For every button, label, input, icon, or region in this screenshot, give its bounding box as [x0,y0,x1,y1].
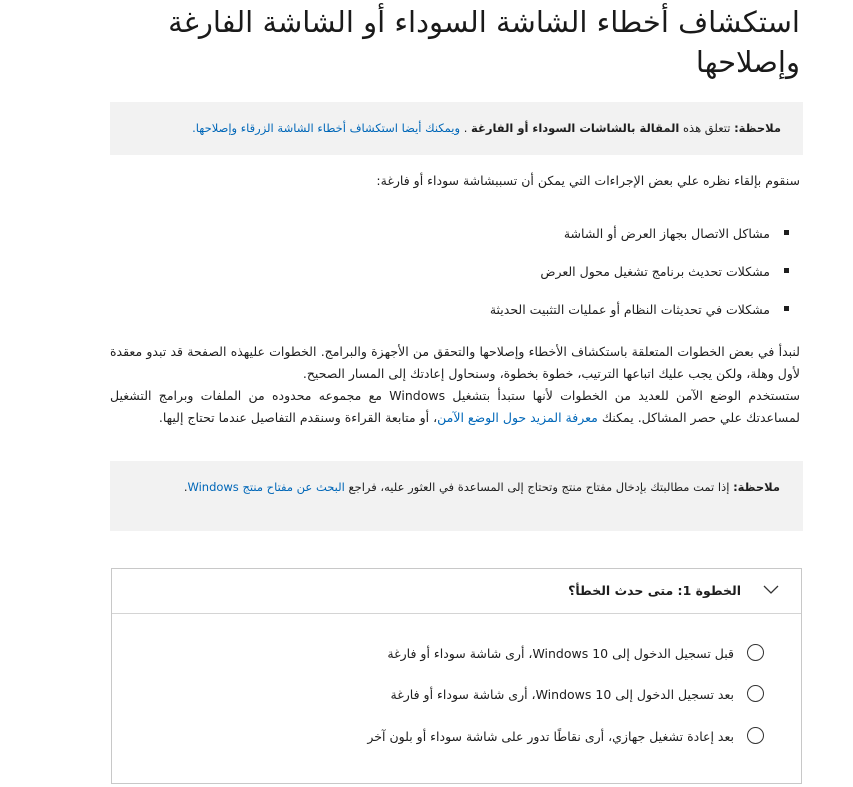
radio-button[interactable] [747,727,764,744]
list-item-text: مشكلات في تحديثات النظام أو عمليات التثبيت الحديثة [489,302,770,317]
option-label: بعد تسجيل الدخول إلى Windows 10، أرى شاشة سوداء أو فارغة [390,687,734,702]
option-label: قبل تسجيل الدخول إلى Windows 10، أرى شاشة سوداء أو فارغة [387,646,734,661]
bullet-icon [784,268,789,273]
blue-screen-link[interactable]: ويمكنك أيضا استكشاف أخطاء الشاشة الزرقاء وإصلاحها. [192,121,461,135]
note-separator: . [460,121,472,135]
troubleshooting-paragraph [110,341,800,429]
note-bold-text: المقالة بالشاشات السوداء أو الفارغة [471,121,680,135]
safe-mode-link[interactable]: معرفة المزيد حول الوضع الآمن [437,410,598,425]
radio-button[interactable] [747,685,764,702]
chevron-down-icon[interactable] [763,583,779,595]
causes-list [110,215,800,329]
bullet-icon [784,230,789,235]
accordion-header[interactable] [112,569,801,614]
paragraph-text: لنبدأ في بعض الخطوات المتعلقة باستكشاف الأخطاء وإصلاحها والتحقق من الأجهزة والبرامج. الخطوات عليهذه الصفحة قد تبدو معقدة لأول وهلة، ولكن يجب عليك اتباعها الترتيب، خطوة بخطوة، وسنحاول إعادتك إلى المسار الصحيح. [110,344,800,381]
list-item [110,215,800,253]
note-text: إذا تمت مطالبتك بإدخال مفتاح منتج وتحتاج إلى المساعدة في العثور عليه، فراجع [344,480,734,494]
paragraph-text-before: ستستخدم الوضع الآمن للعديد من الخطوات لأنها ستبدأ بتشغيل Windows مع مجموعه محدوده من الملفات وبرامج التشغيل لمساعدتك علي حصر المشاكل. يمكنك [110,388,800,425]
note-text: تتعلق هذه [679,121,735,135]
note-label: ملاحظة: [734,121,781,135]
radio-button[interactable] [747,644,764,661]
product-key-link[interactable]: البحث عن مفتاح منتج Windows [187,480,345,494]
list-item-text: مشاكل الاتصال بجهاز العرض أو الشاشة [563,226,770,241]
list-item [110,291,800,329]
paragraph-text-after: ، أو متابعة القراءة وسنقدم التفاصيل عندما تحتاج إليها. [158,410,438,425]
list-item [110,253,800,291]
option-label: بعد إعادة تشغيل جهازي، أرى نقاطًا تدور على شاشة سوداء أو بلون آخر [367,729,734,744]
note-label: ملاحظة: [733,480,780,494]
list-item-text: مشكلات تحديث برنامج تشغيل محول العرض [540,264,770,279]
note-end: . [183,480,188,494]
page-title: استكشاف أخطاء الشاشة السوداء أو الشاشة الفارغة وإصلاحها [168,5,800,79]
intro-text: سنقوم بإلقاء نظره علي بعض الإجراءات التي يمكن أن تسببشاشة سوداء أو فارغة: [376,173,800,188]
paragraph-text-safe-mode [110,385,800,429]
step1-accordion [111,568,802,784]
option-after-login[interactable] [391,684,764,706]
option-after-restart[interactable] [367,726,764,748]
option-before-login[interactable] [387,643,764,665]
accordion-heading: الخطوة 1: متى حدث الخطأ؟ [568,583,741,598]
bullet-icon [784,306,789,311]
note-box-product-key [110,461,803,531]
note-box-black-screen [110,102,803,155]
